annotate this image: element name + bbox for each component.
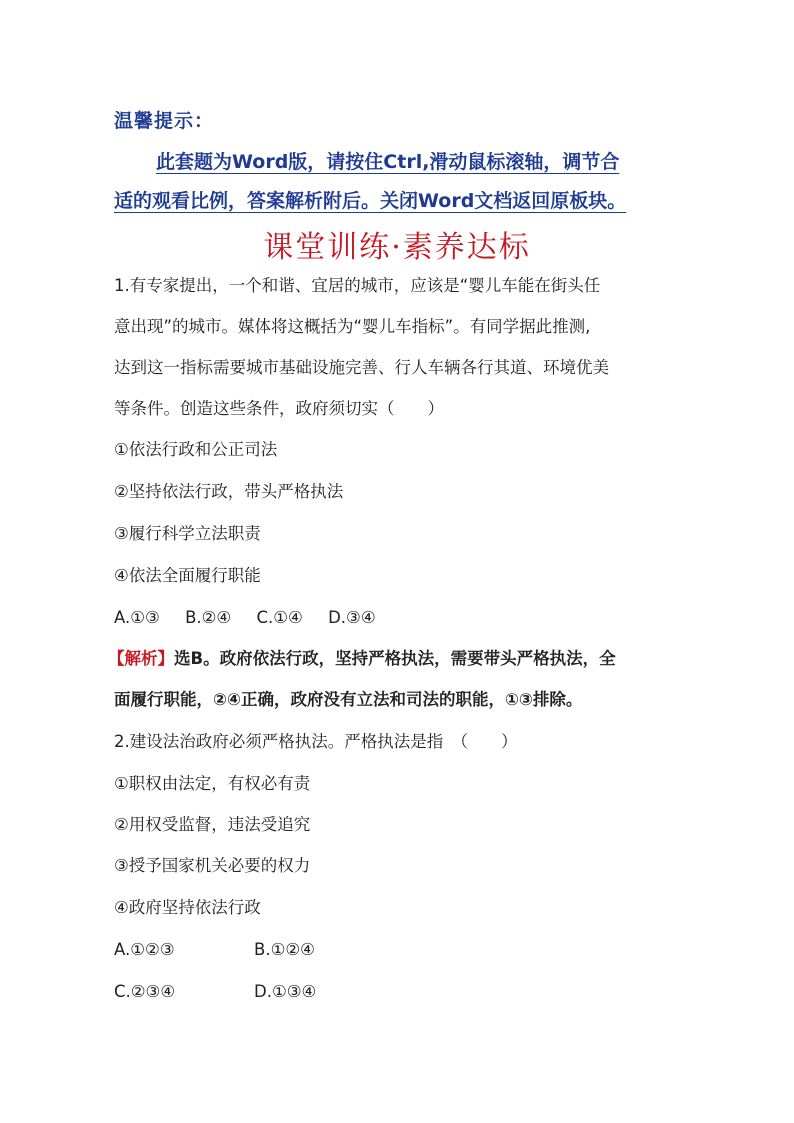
q2-item-4: ④政府坚持依法行政	[114, 898, 261, 917]
q1-stem-line-4: 等条件。创造这些条件，政府须切实（ ）	[114, 399, 444, 418]
q1-option-d: D.③④	[328, 608, 376, 627]
tip-line-1: 此套题为Word版，请按住Ctrl,滑动鼠标滚轴，调节合	[156, 151, 620, 173]
q1-item-3: ③履行科学立法职责	[114, 524, 261, 543]
q1-analysis-line-1	[108, 647, 616, 671]
q2-item-2: ②用权受监督，违法受追究	[114, 815, 311, 834]
q1-analysis-line-2: 面履行职能，②④正确，政府没有立法和司法的职能，①③排除。	[114, 690, 583, 709]
q1-options	[114, 606, 376, 630]
section-title: 课堂训练·素养达标	[263, 230, 531, 265]
q1-analysis-text-1: 选B。政府依法行政，坚持严格执法，需要带头严格执法，全	[174, 649, 616, 668]
q1-option-c: C.①④	[256, 608, 303, 627]
q2-option-b: B.①②④	[254, 940, 315, 959]
q1-stem-line-3: 达到这一指标需要城市基础设施完善、行人车辆各行其道、环境优美	[114, 358, 609, 377]
q2-item-3: ③授予国家机关必要的权力	[114, 856, 311, 875]
q1-stem-line-1: 1.有专家提出，一个和谐、宜居的城市，应该是“婴儿车能在街头任	[114, 276, 601, 295]
q2-option-a: A.①②③	[114, 940, 175, 959]
q2-option-c: C.②③④	[114, 982, 176, 1001]
tip-body	[114, 143, 684, 221]
q1-option-a: A.①③	[114, 608, 160, 627]
q2-option-d: D.①③④	[254, 982, 317, 1001]
q2-item-1: ①职权由法定，有权必有责	[114, 774, 311, 793]
q1-item-2: ②坚持依法行政，带头严格执法	[114, 482, 344, 501]
q1-option-b: B.②④	[185, 608, 232, 627]
q2-stem: 2.建设法治政府必须严格执法。严格执法是指 （ ）	[114, 732, 518, 751]
q1-item-4: ④依法全面履行职能	[114, 566, 261, 585]
q1-stem-line-2: 意出现”的城市。媒体将这概括为“婴儿车指标”。有同学据此推测,	[114, 317, 591, 336]
q1-item-1: ①依法行政和公正司法	[114, 440, 278, 459]
tip-line-2: 适的观看比例，答案解析附后。关闭Word文档返回原板块。	[114, 190, 627, 212]
tip-title: 温馨提示：	[114, 110, 215, 132]
analysis-tag: 【解析】	[108, 649, 174, 668]
